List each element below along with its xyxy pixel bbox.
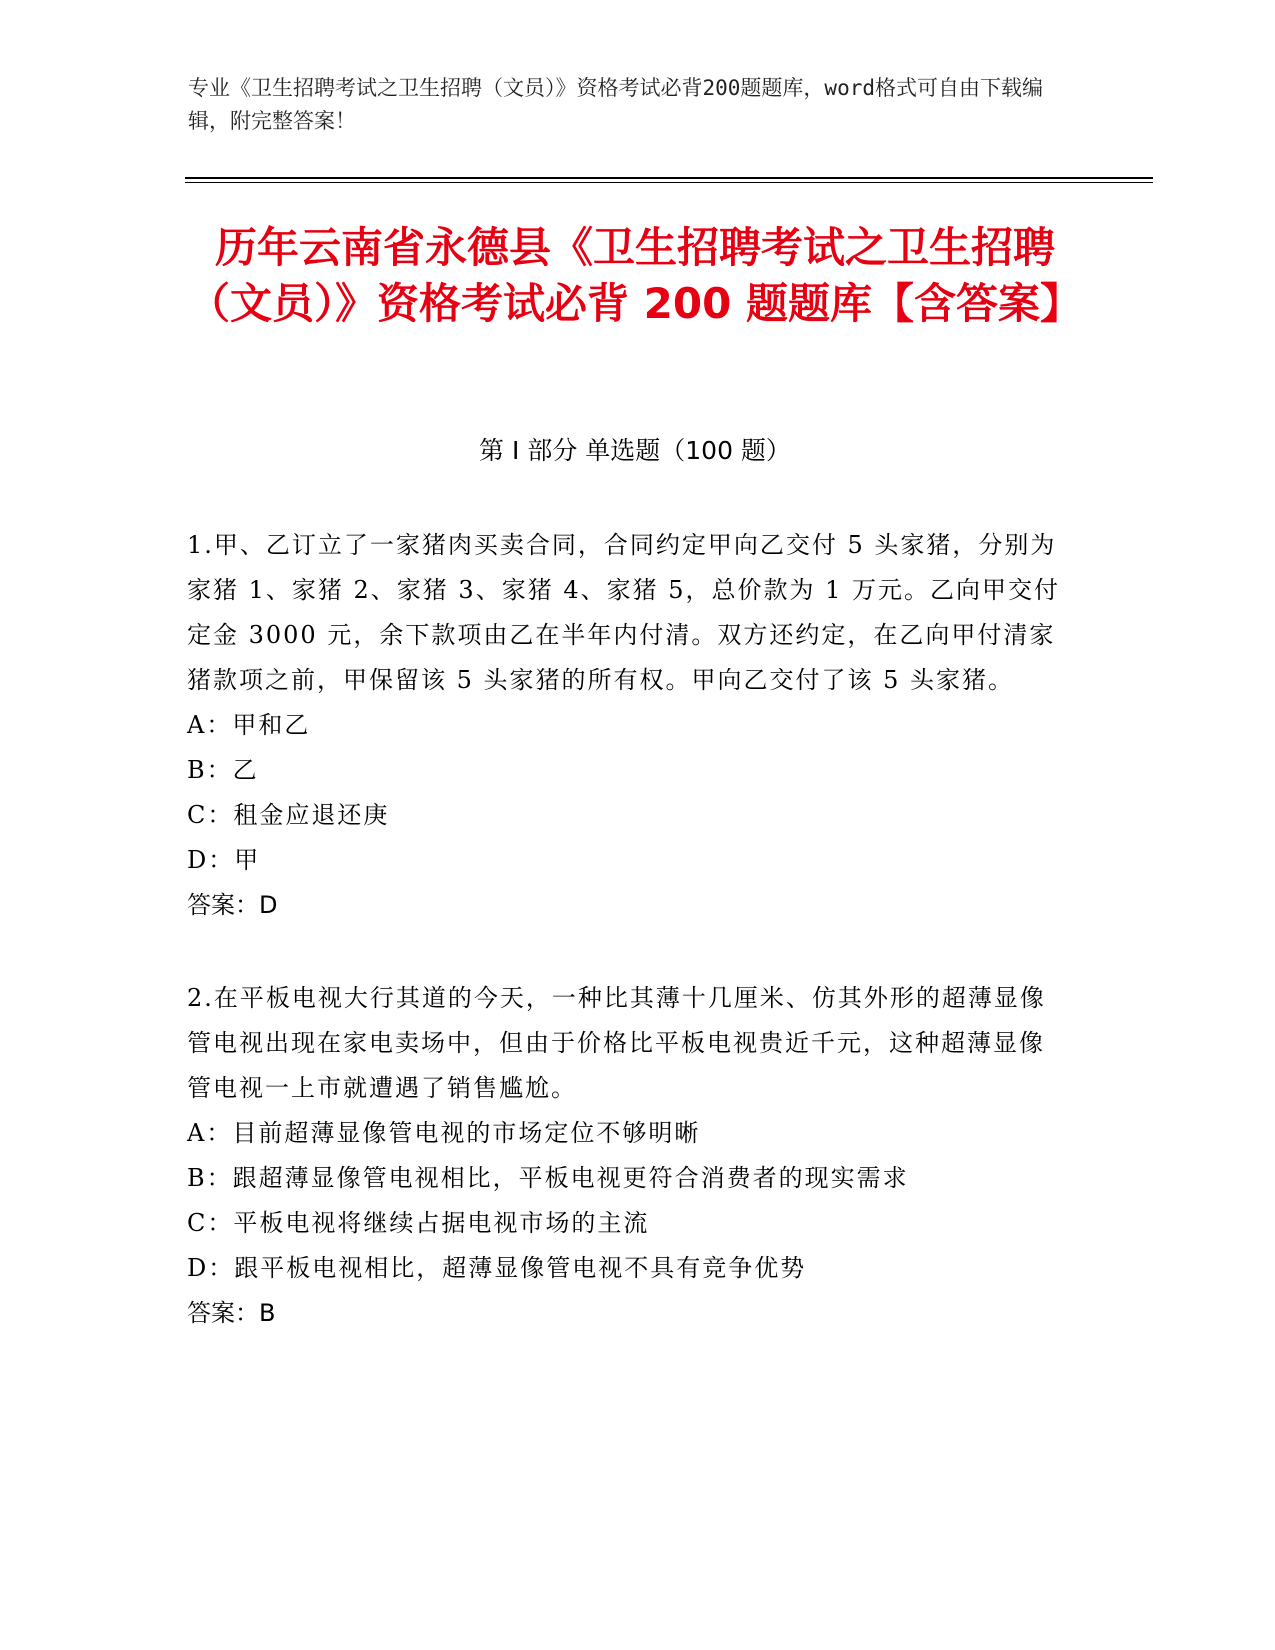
section-title: 第 I 部分 单选题（100 题） — [479, 436, 791, 465]
question-stem: 1.甲、乙订立了一家猪肉买卖合同，合同约定甲向乙交付 5 头家猪，分别为家猪 1、家猪 2、家猪 3、家猪 4、家猪 5，总价款为 1 万元。乙向甲交付定金 3000 元，余下款项由乙在半年内付清。双方还约定，在乙向甲付清家猪款项之前，甲保留该 5 头家猪的所有权。甲向乙交付了该 5 头家猪。 — [187, 531, 1061, 694]
option-c: C：平板电视将继续占据电视市场的主流 — [187, 1209, 650, 1237]
option-a: A：甲和乙 — [187, 711, 311, 739]
header-rule-thin — [185, 182, 1153, 183]
answer-line: 答案：B — [187, 1299, 276, 1327]
question-list — [187, 523, 1067, 1384]
option-c: C：租金应退还庚 — [187, 801, 390, 829]
option-b: B：乙 — [187, 756, 259, 784]
header-rule — [185, 177, 1153, 179]
option-d: D：跟平板电视相比，超薄显像管电视不具有竞争优势 — [187, 1254, 807, 1282]
document-title: 历年云南省永德县《卫生招聘考试之卫生招聘（文员）》资格考试必背 200 题题库【含答案】 — [188, 223, 1082, 328]
header-note: 专业《卫生招聘考试之卫生招聘（文员）》资格考试必背200题题库，word格式可自由下载编辑，附完整答案！ — [188, 76, 1043, 133]
question-item — [187, 976, 1067, 1336]
option-b: B：跟超薄显像管电视相比，平板电视更符合消费者的现实需求 — [187, 1164, 909, 1192]
question-stem: 2.在平板电视大行其道的今天，一种比其薄十几厘米、仿其外形的超薄显像管电视出现在家电卖场中，但由于价格比平板电视贵近千元，这种超薄显像管电视一上市就遭遇了销售尴尬。 — [187, 984, 1046, 1102]
option-a: A：目前超薄显像管电视的市场定位不够明晰 — [187, 1119, 701, 1147]
question-item — [187, 523, 1067, 928]
answer-line: 答案：D — [187, 891, 278, 919]
option-d: D：甲 — [187, 846, 261, 874]
